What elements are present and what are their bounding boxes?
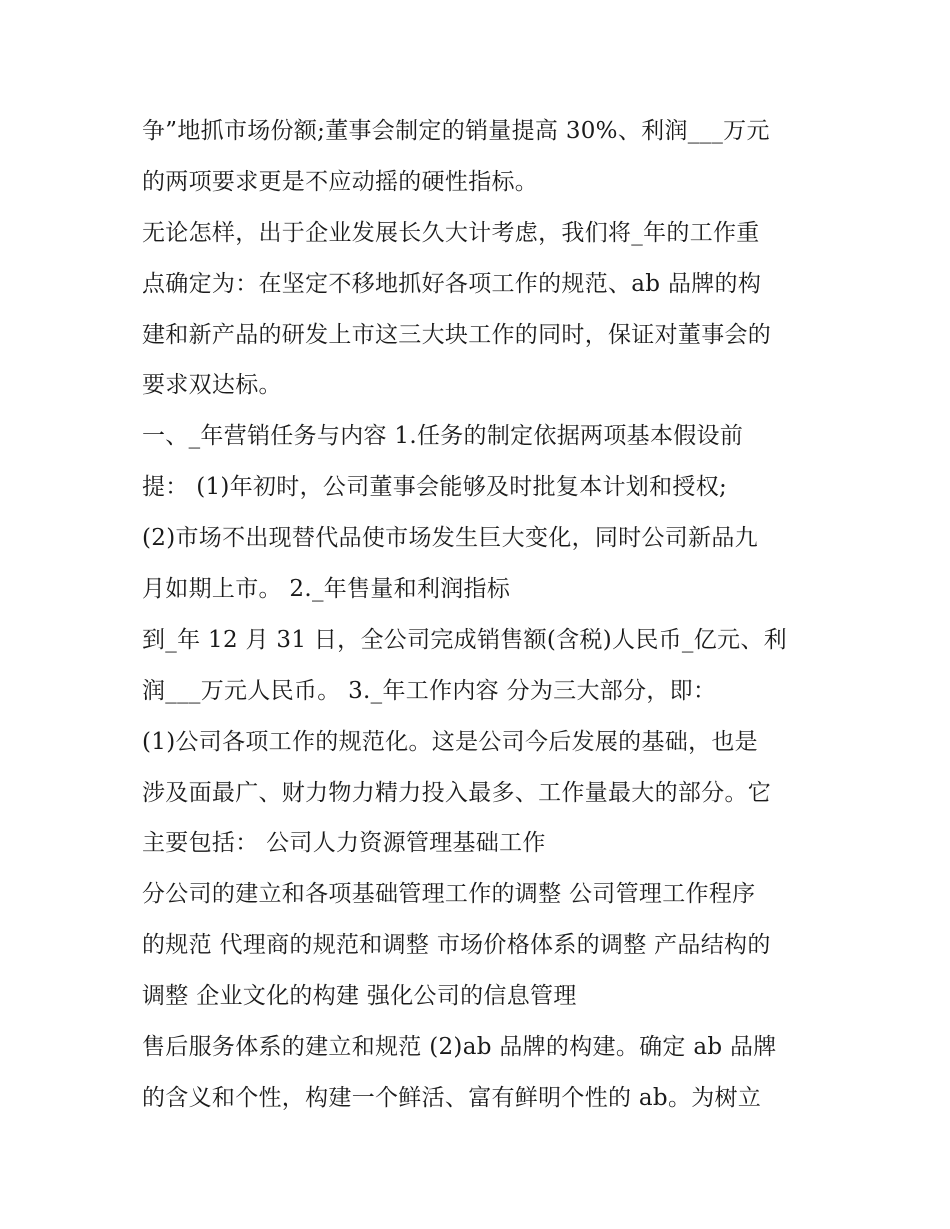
text-line: (1)公司各项工作的规范化。这是公司今后发展的基础，也是: [142, 728, 758, 755]
text-line: 一、_年营销任务与内容 1.任务的制定依据两项基本假设前: [142, 423, 744, 450]
text-line: 争”地抓市场份额;董事会制定的销量提高 30%、利润___万元: [142, 118, 770, 144]
text-line: 主要包括： 公司人力资源管理基础工作: [142, 830, 546, 857]
text-line: 点确定为：在坚定不移地抓好各项工作的规范、ab 品牌的构: [142, 270, 762, 297]
text-line: 分公司的建立和各项基础管理工作的调整 公司管理工作程序: [142, 881, 756, 908]
text-line: 的规范 代理商的规范和调整 市场价格体系的调整 产品结构的: [142, 932, 771, 959]
body-text: [142, 106, 822, 1124]
text-line: 无论怎样，出于企业发展长久大计考虑，我们将_年的工作重: [142, 219, 760, 246]
text-line: 建和新产品的研发上市这三大块工作的同时，保证对董事会的: [142, 321, 772, 348]
text-line: 售后服务体系的建立和规范 (2)ab 品牌的构建。确定 ab 品牌: [142, 1034, 777, 1061]
text-line: 的两项要求更是不应动摇的硬性指标。: [142, 168, 539, 195]
text-line: (2)市场不出现替代品使市场发生巨大变化，同时公司新品九: [142, 525, 758, 552]
text-line: 月如期上市。 2._年售量和利润指标: [142, 576, 511, 603]
text-line: 要求双达标。: [142, 372, 282, 399]
text-line: 调整 企业文化的构建 强化公司的信息管理: [142, 983, 577, 1010]
text-line: 到_年 12 月 31 日，全公司完成销售额(含税)人民币_亿元、利: [142, 626, 787, 653]
text-line: 提： (1)年初时，公司董事会能够及时批复本计划和授权;: [142, 474, 728, 501]
text-line: 的含义和个性，构建一个鲜活、富有鲜明个性的 ab。为树立: [142, 1084, 762, 1111]
text-line: 润___万元人民币。 3._年工作内容 分为三大部分，即：: [142, 677, 717, 704]
text-line: 涉及面最广、财力物力精力投入最多、工作量最大的部分。它: [142, 779, 772, 806]
